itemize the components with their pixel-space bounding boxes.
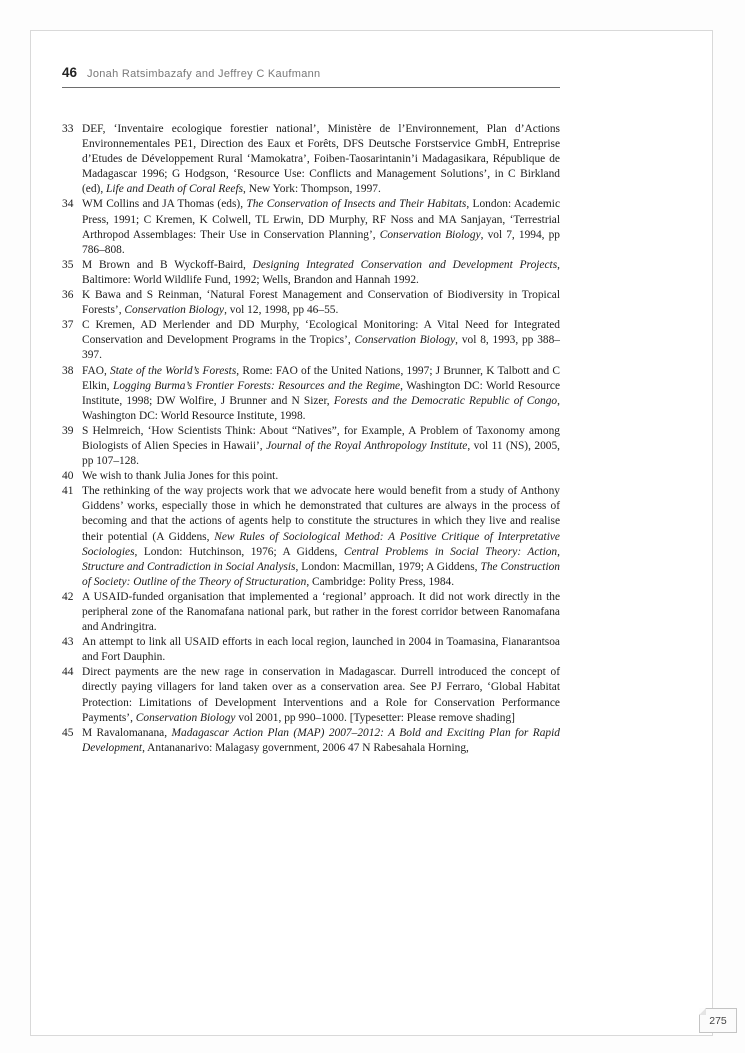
endnote-item xyxy=(62,469,560,484)
endnote-text: M Ravalomanana, Madagascar Action Plan (MAP) 2007–2012: A Bold and Exciting Plan for Rapid Development, Antananarivo: Malagasy government, 2006 47 N Rabesahala Horning, xyxy=(82,726,560,754)
endnote-item xyxy=(62,364,560,424)
header-page-number: 46 xyxy=(62,65,78,80)
endnote-item xyxy=(62,726,560,756)
endnote-text: Direct payments are the new rage in conservation in Madagascar. Durrell introduced the concept of directly paying villagers for land taken over as a conservation area. See PJ Ferraro, ‘Global Habitat Protection: Limitations of Development Interventions and a Role for Conservation Performance Payments’, Conservation Biology vol 2001, pp 990–1000. [Typesetter: Please remove shading] xyxy=(82,666,560,724)
endnote-text: FAO, State of the World’s Forests, Rome: FAO of the United Nations, 1997; J Brunner, K Talbott and C Elkin, Logging Burma’s Frontier Forests: Resources and the Regime, Washington DC: World Resource Institute, 1998; DW Wolfire, J Brunner and N Sizer, Forests and the Democratic Republic of Congo, Washington DC: World Resource Institute, 1998. xyxy=(82,364,561,422)
endnote-item xyxy=(62,635,560,665)
endnote-number: 33 xyxy=(62,123,74,135)
endnote-text: The rethinking of the way projects work that we advocate here would benefit from a study of Anthony Giddens’ works, especially those in which he demonstrated that cultures are always in the process of becoming and that the actions of agents help to constitute the structures in which they live and realise their potential (A Giddens, New Rules of Sociological Method: A Positive Critique of Interpretative Sociologies, London: Hutchinson, 1976; A Giddens, Central Problems in Social Theory: Action, Structure and Contradiction in Social Analysis, London: Macmillan, 1979; A Giddens, The Construction of Society: Outline of the Theory of Structuration, Cambridge: Polity Press, 1984. xyxy=(82,485,561,588)
endnote-item xyxy=(62,665,560,725)
endnotes-list xyxy=(62,122,560,756)
endnote-text: K Bawa and S Reinman, ‘Natural Forest Management and Conservation of Biodiversity in Tropical Forests’, Conservation Biology, vol 12, 1998, pp 46–55. xyxy=(82,289,560,317)
endnote-item xyxy=(62,424,560,469)
endnote-item xyxy=(62,197,560,257)
endnote-number: 41 xyxy=(62,485,74,498)
running-head: Jonah Ratsimbazafy and Jeffrey C Kaufmann xyxy=(87,68,321,80)
header-rule xyxy=(62,87,560,88)
footer-page-number: 275 xyxy=(709,1014,727,1027)
endnote-text: C Kremen, AD Merlender and DD Murphy, ‘Ecological Monitoring: A Vital Need for Integrated Conservation and Development Programs in the Tropics’, Conservation Biology, vol 8, 1993, pp 388–397. xyxy=(82,319,560,362)
endnote-text: A USAID-funded organisation that implemented a ‘regional’ approach. It did not work directly in the peripheral zone of the Ranomafana national park, but rather in the forest corridor between Ranomafana and Andringitra. xyxy=(82,590,560,634)
endnote-number: 39 xyxy=(62,424,74,437)
endnote-item xyxy=(62,288,560,318)
endnote-number: 37 xyxy=(62,319,74,332)
endnote-number: 38 xyxy=(62,364,74,377)
endnote-number: 42 xyxy=(62,590,74,603)
endnote-number: 43 xyxy=(62,636,74,649)
endnote-number: 36 xyxy=(62,289,74,302)
endnote-text: M Brown and B Wyckoff-Baird, Designing Integrated Conservation and Development Projects, Baltimore: World Wildlife Fund, 1992; Wells, Brandon and Hannah 1992. xyxy=(82,258,560,286)
endnote-item xyxy=(62,258,560,288)
endnote-number: 35 xyxy=(62,258,74,271)
endnote-text: WM Collins and JA Thomas (eds), The Conservation of Insects and Their Habitats, London: Academic Press, 1991; C Kremen, K Colwell, TL Erwin, DD Murphy, RF Noss and MA Sanjayan, ‘Terrestrial Arthropod Assemblages: Their Use in Conservation Planning’, Conservation Biology, vol 7, 1994, pp 786–808. xyxy=(82,198,561,256)
endnote-text: S Helmreich, ‘How Scientists Think: About “Natives”, for Example, A Problem of Taxonomy among Biologists of Alien Species in Hawaii’, Journal of the Royal Anthropology Institute, vol 11 (NS), 2005, pp 107–128. xyxy=(82,424,561,468)
endnote-item xyxy=(62,318,560,363)
page-number-tab xyxy=(699,1008,737,1033)
endnote-item xyxy=(62,122,560,197)
endnote-text: DEF, ‘Inventaire ecologique forestier national’, Ministère de l’Environnement, Plan d’Actions Environnementales PE1, Direction des Eaux et Forêts, DFS Deutsche Forstservice GmbH, Entreprise d’Etudes de Développement Rural ‘Mamokatra’, Foiben-Taosarintanin’i Madagasikara, République de Madagascar 1996; G Hodgson, ‘Resource Use: Conflicts and Management Solutions’, in C Birkland (ed), Life and Death of Coral Reefs, New York: Thompson, 1997. xyxy=(82,123,560,196)
endnote-number: 40 xyxy=(62,470,74,483)
endnote-text: An attempt to link all USAID efforts in each local region, launched in 2004 in Toamasina, Fianarantsoa and Fort Dauphin. xyxy=(82,636,560,664)
endnote-item xyxy=(62,484,560,590)
endnote-number: 45 xyxy=(62,726,74,739)
endnote-number: 34 xyxy=(62,198,74,211)
folded-corner-overlay xyxy=(699,1008,706,1015)
endnote-item xyxy=(62,590,560,635)
endnote-text: We wish to thank Julia Jones for this point. xyxy=(82,470,279,483)
endnote-number: 44 xyxy=(62,666,74,679)
page-header xyxy=(62,64,560,82)
